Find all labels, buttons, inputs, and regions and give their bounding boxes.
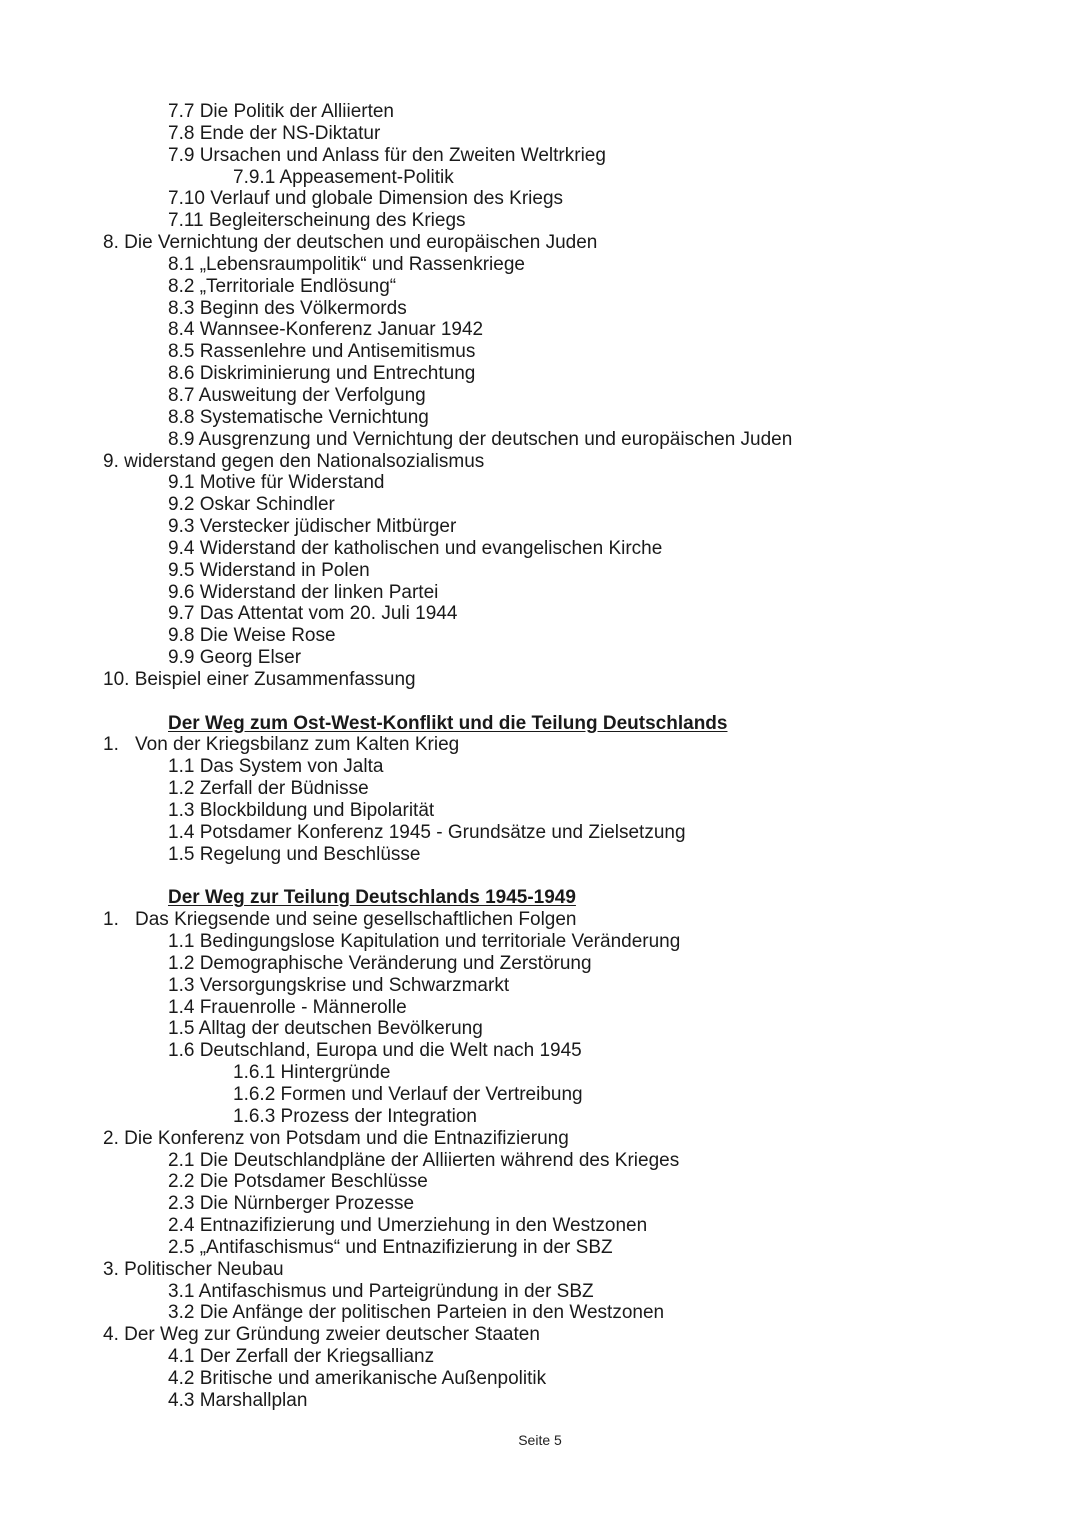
toc-section: 9.5 Widerstand in Polen (168, 559, 370, 581)
toc-section: 2.2 Die Potsdamer Beschlüsse (168, 1171, 428, 1193)
toc-section: 8.6 Diskriminierung und Entrechtung (168, 363, 476, 385)
toc-section: 9.9 Georg Elser (168, 647, 302, 669)
toc-chapter: 8. Die Vernichtung der deutschen und europäischen Juden (103, 232, 598, 254)
toc-section: 7.9 Ursachen und Anlass für den Zweiten Weltrkrieg (168, 144, 606, 166)
toc-section: 4.3 Marshallplan (168, 1389, 308, 1411)
toc-section: 4.1 Der Zerfall der Kriegsallianz (168, 1346, 435, 1368)
toc-section: 2.5 „Antifaschismus“ und Entnazifizierung in der SBZ (168, 1236, 613, 1258)
toc-section: 1.5 Regelung und Beschlüsse (168, 843, 421, 865)
toc-section: 1.6 Deutschland, Europa und die Welt nach 1945 (168, 1040, 582, 1062)
toc-section: 1.5 Alltag der deutschen Bevölkerung (168, 1018, 483, 1040)
toc-text: Von der Kriegsbilanz zum Kalten Krieg (135, 734, 460, 756)
toc-section: 8.9 Ausgrenzung und Vernichtung der deutschen und europäischen Juden (168, 428, 793, 450)
toc-subsection: 1.6.2 Formen und Verlauf der Vertreibung (233, 1083, 583, 1105)
toc-section: 9.2 Oskar Schindler (168, 494, 335, 516)
toc-section: 1.1 Das System von Jalta (168, 756, 384, 778)
toc-section: 1.3 Blockbildung und Bipolarität (168, 800, 435, 821)
toc-section: 1.1 Bedingungslose Kapitulation und territoriale Veränderung (168, 931, 681, 953)
toc-section: 9.3 Verstecker jüdischer Mitbürger (168, 516, 457, 538)
toc-subsection: 7.9.1 Appeasement-Politik (233, 166, 454, 188)
toc-section: 7.8 Ende der NS-Diktatur (168, 122, 381, 144)
toc-chapter: 3. Politischer Neubau (103, 1258, 284, 1280)
toc-section: 9.1 Motive für Widerstand (168, 472, 385, 494)
toc-section: 8.2 „Territoriale Endlösung“ (168, 275, 397, 297)
toc-number: 1. (103, 909, 119, 931)
toc-chapter (0, 909, 1080, 931)
toc-section: 2.3 Die Nürnberger Prozesse (168, 1193, 415, 1215)
toc-section: 8.1 „Lebensraumpolitik“ und Rassenkriege (168, 253, 525, 275)
toc-chapter (0, 734, 1080, 756)
toc-section: 8.5 Rassenlehre und Antisemitismus (168, 341, 476, 363)
toc-chapter: 4. Der Weg zur Gründung zweier deutscher Staaten (103, 1324, 540, 1346)
toc-section: 3.2 Die Anfänge der politischen Parteien in den Westzonen (168, 1302, 665, 1324)
toc-section: 7.10 Verlauf und globale Dimension des Kriegs (168, 188, 564, 210)
toc-chapter: 10. Beispiel einer Zusammenfassung (103, 668, 416, 690)
toc-section: 9.8 Die Weise Rose (168, 625, 336, 647)
toc-section: 2.4 Entnazifizierung und Umerziehung in den Westzonen (168, 1215, 648, 1237)
toc-section: 9.4 Widerstand der katholischen und evangelischen Kirche (168, 537, 663, 559)
toc-text: Das Kriegsende und seine gesellschaftlichen Folgen (135, 909, 577, 931)
section-heading: Der Weg zur Teilung Deutschlands 1945-1949 (168, 887, 576, 909)
toc-section: 1.2 Demographische Veränderung und Zerstörung (168, 952, 592, 974)
toc-section: 7.11 Begleiterscheinung des Kriegs (168, 210, 466, 232)
toc-subsection: 1.6.3 Prozess der Integration (233, 1105, 477, 1127)
toc-section: 8.7 Ausweitung der Verfolgung (168, 384, 426, 406)
toc-section: 1.4 Frauenrolle - Männerolle (168, 996, 407, 1018)
toc-chapter: 2. Die Konferenz von Potsdam und die Entnazifizierung (103, 1127, 569, 1149)
blank-line (0, 866, 1080, 888)
section-heading: Der Weg zum Ost-West-Konflikt und die Teilung Deutschlands (168, 712, 728, 734)
toc-chapter: 9. widerstand gegen den Nationalsozialismus (103, 450, 485, 472)
toc-section: 9.6 Widerstand der linken Partei (168, 581, 439, 603)
toc-section: 1.3 Versorgungskrise und Schwarzmarkt (168, 974, 510, 996)
blank-line (0, 691, 1080, 713)
toc-section: 7.7 Die Politik der Alliierten (168, 101, 394, 122)
toc-section: 9.7 Das Attentat vom 20. Juli 1944 (168, 603, 458, 625)
toc-subsection: 1.6.1 Hintergründe (233, 1062, 391, 1084)
toc-section: 4.2 Britische und amerikanische Außenpolitik (168, 1367, 547, 1389)
toc-section: 8.8 Systematische Vernichtung (168, 406, 429, 428)
toc-section: 8.3 Beginn des Völkermords (168, 297, 407, 319)
table-of-contents (0, 101, 1080, 1412)
toc-section: 1.4 Potsdamer Konferenz 1945 - Grundsätze und Zielsetzung (168, 821, 686, 843)
page-number: Seite 5 (518, 1432, 562, 1448)
toc-section: 3.1 Antifaschismus und Parteigründung in der SBZ (168, 1280, 594, 1302)
toc-section: 8.4 Wannsee-Konferenz Januar 1942 (168, 319, 484, 341)
toc-section: 1.2 Zerfall der Büdnisse (168, 778, 369, 800)
toc-section: 2.1 Die Deutschlandpläne der Alliierten während des Krieges (168, 1149, 680, 1171)
toc-number: 1. (103, 734, 119, 756)
